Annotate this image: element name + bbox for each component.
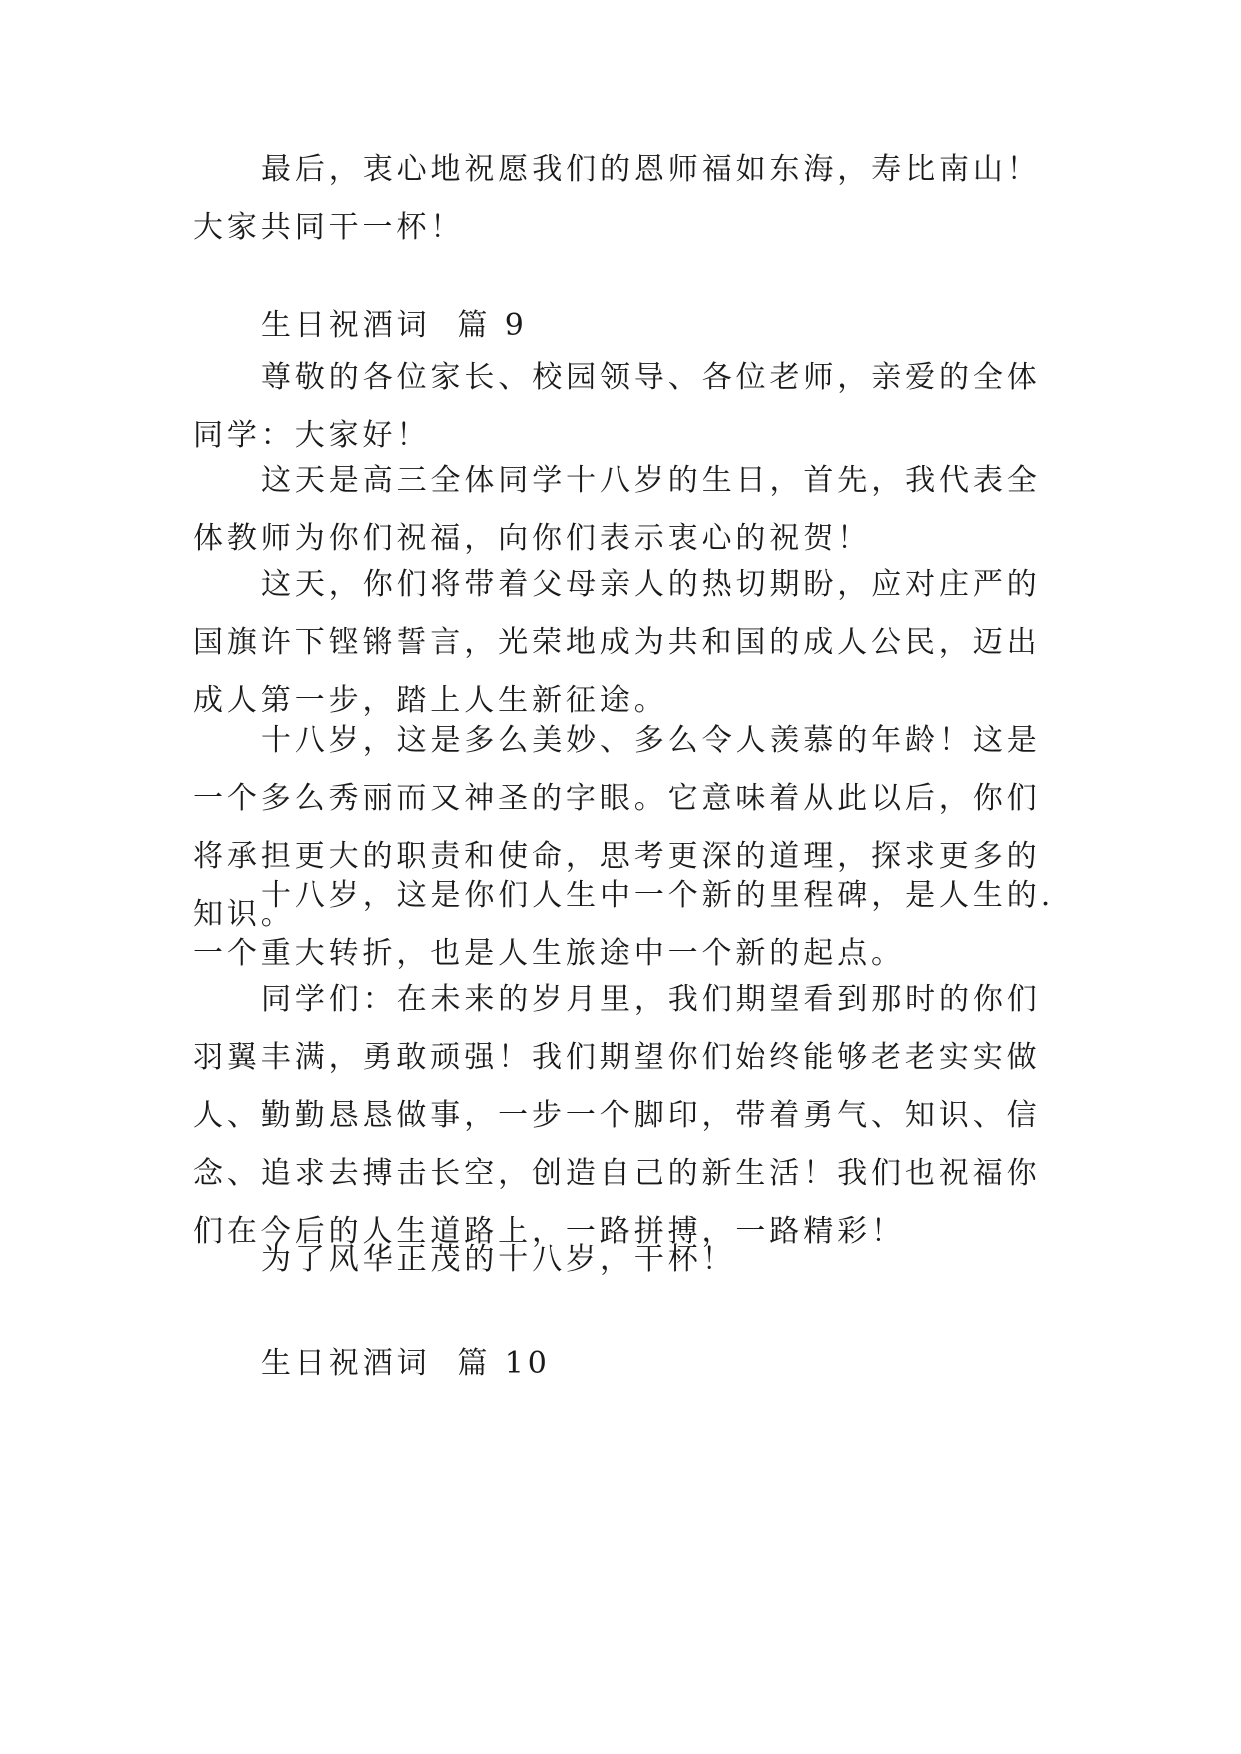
section-heading-10: 生日祝酒词 篇 10 [261, 1346, 551, 1381]
paragraph-eighteen-meaning: 十八岁，这是多么美妙、多么令人羡慕的年龄！这是一个多么秀丽而又神圣的字眼。它意味着从此以后，你们将承担更大的职责和使命，思考更深的道理，探求更多的知识。 [193, 723, 1041, 932]
section-heading-9: 生日祝酒词 篇 9 [261, 308, 528, 343]
paragraph-greeting: 尊敬的各位家长、校园领导、各位老师，亲爱的全体同学：大家好！ [193, 360, 1041, 453]
paragraph-closing-toast: 最后，衷心地祝愿我们的恩师福如东海，寿比南山！大家共同干一杯！ [193, 152, 1041, 245]
paragraph-birthday-congrats: 这天是高三全体同学十八岁的生日，首先，我代表全体教师为你们祝福，向你们表示衷心的祝贺！ [193, 463, 1041, 556]
paragraph-cheers: 为了风华正茂的十八岁，干杯！ [261, 1242, 736, 1277]
paragraph-oath: 这天，你们将带着父母亲人的热切期盼，应对庄严的国旗许下铿锵誓言，光荣地成为共和国的成人公民，迈出成人第一步，踏上人生新征途。 [193, 567, 1041, 718]
paragraph-milestone: 十八岁，这是你们人生中一个新的里程碑，是人生的.一个重大转折，也是人生旅途中一个新的起点。 [193, 878, 1055, 971]
paragraph-hopes: 同学们：在未来的岁月里，我们期望看到那时的你们羽翼丰满，勇敢顽强！我们期望你们始终能够老老实实做人、勤勤恳恳做事，一步一个脚印，带着勇气、知识、信念、追求去搏击长空，创造自己的新生活！我们也祝福你们在今后的人生道路上，一路拼搏，一路精彩！ [193, 982, 1041, 1249]
